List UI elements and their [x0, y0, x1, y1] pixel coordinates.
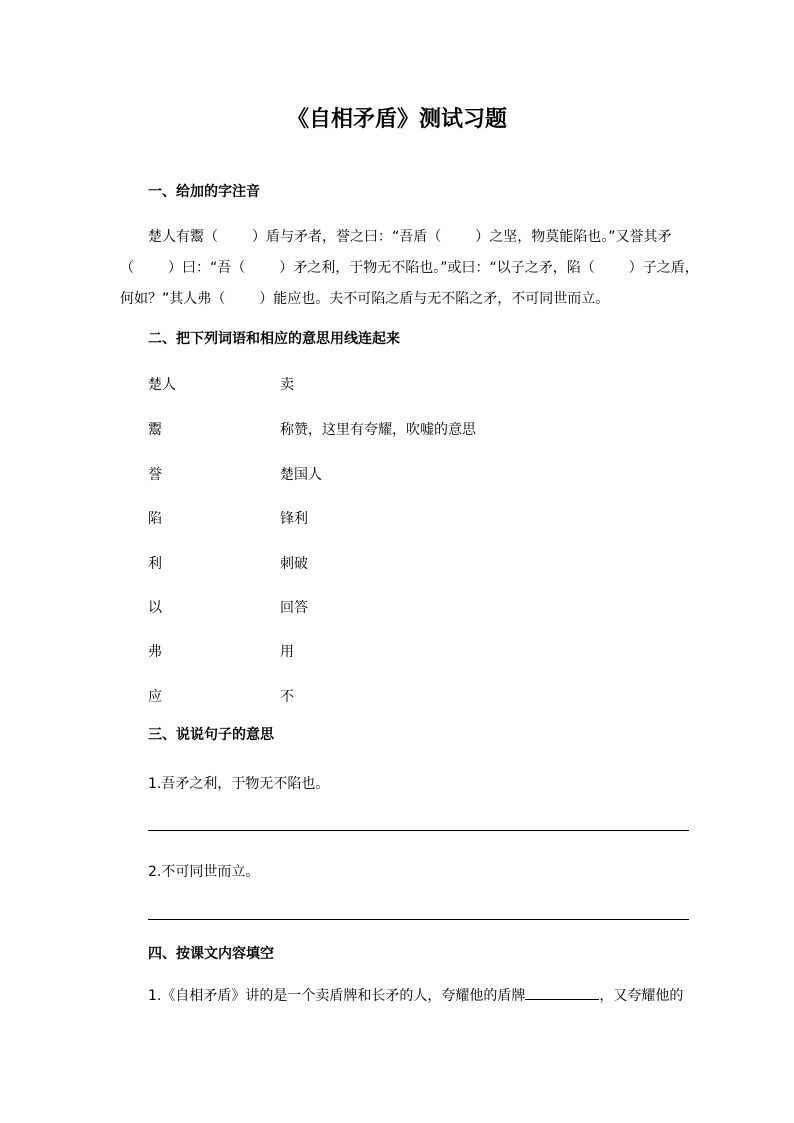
match-term[interactable]: 弗	[148, 644, 162, 660]
passage-text: ）之坚，物莫能陷也。”又誉其矛	[475, 229, 672, 245]
passage-text: ）子之盾，	[628, 260, 699, 276]
fill-text: ，又夸耀他的	[599, 988, 684, 1004]
passage-text: ）曰：“吾（	[168, 260, 246, 276]
match-meaning[interactable]: 不	[280, 689, 294, 705]
passage-text: 何如？”其人弗（	[120, 291, 226, 307]
answer-line-2[interactable]	[148, 919, 689, 920]
section4-heading: 四、按课文内容填空	[148, 946, 274, 962]
match-meaning[interactable]: 回答	[280, 600, 308, 616]
passage-line-3	[120, 284, 700, 315]
fill-blank[interactable]	[525, 987, 599, 1000]
passage-line-1	[120, 222, 700, 253]
question-1: 1.吾矛之利，于物无不陷也。	[148, 776, 330, 792]
passage-text: ）盾与矛者，誉之曰：“吾盾（	[252, 229, 442, 245]
match-meaning[interactable]: 称赞，这里有夸耀，吹嘘的意思	[280, 422, 476, 438]
match-term[interactable]: 以	[148, 600, 162, 616]
fill-text: 1.《自相矛盾》讲的是一个卖盾牌和长矛的人，夸耀他的盾牌	[148, 988, 526, 1004]
section2-heading: 二、把下列词语和相应的意思用线连起来	[148, 331, 400, 347]
match-term[interactable]: 利	[148, 556, 162, 572]
section3-heading: 三、说说句子的意思	[148, 727, 274, 743]
passage-text: 楚人有鬻（	[148, 229, 218, 245]
passage-text: ）矛之利，于物无不陷也。”或曰：“以子之矛，陷（	[279, 260, 595, 276]
passage-text: ）能应也。夫不可陷之盾与无不陷之矛，不可同世而立。	[259, 291, 610, 307]
match-term[interactable]: 应	[148, 689, 162, 705]
passage-text: （	[120, 260, 134, 276]
answer-line-1[interactable]	[148, 830, 689, 831]
match-meaning[interactable]: 锋利	[280, 511, 308, 527]
match-meaning[interactable]: 楚国人	[280, 467, 322, 483]
passage-line-2	[120, 253, 700, 284]
match-meaning[interactable]: 刺破	[280, 556, 308, 572]
page-title: 《自相矛盾》测试习题	[286, 106, 507, 132]
match-term[interactable]: 鬻	[148, 422, 162, 438]
match-term[interactable]: 誉	[148, 467, 162, 483]
section1-passage	[120, 222, 700, 315]
match-term[interactable]: 楚人	[148, 377, 176, 393]
match-term[interactable]: 陷	[148, 511, 162, 527]
match-meaning[interactable]: 卖	[280, 377, 294, 393]
section1-heading: 一、给加的字注音	[148, 184, 260, 200]
match-meaning[interactable]: 用	[280, 644, 294, 660]
question-2: 2.不可同世而立。	[148, 864, 260, 880]
fill-question-1	[148, 985, 683, 1005]
